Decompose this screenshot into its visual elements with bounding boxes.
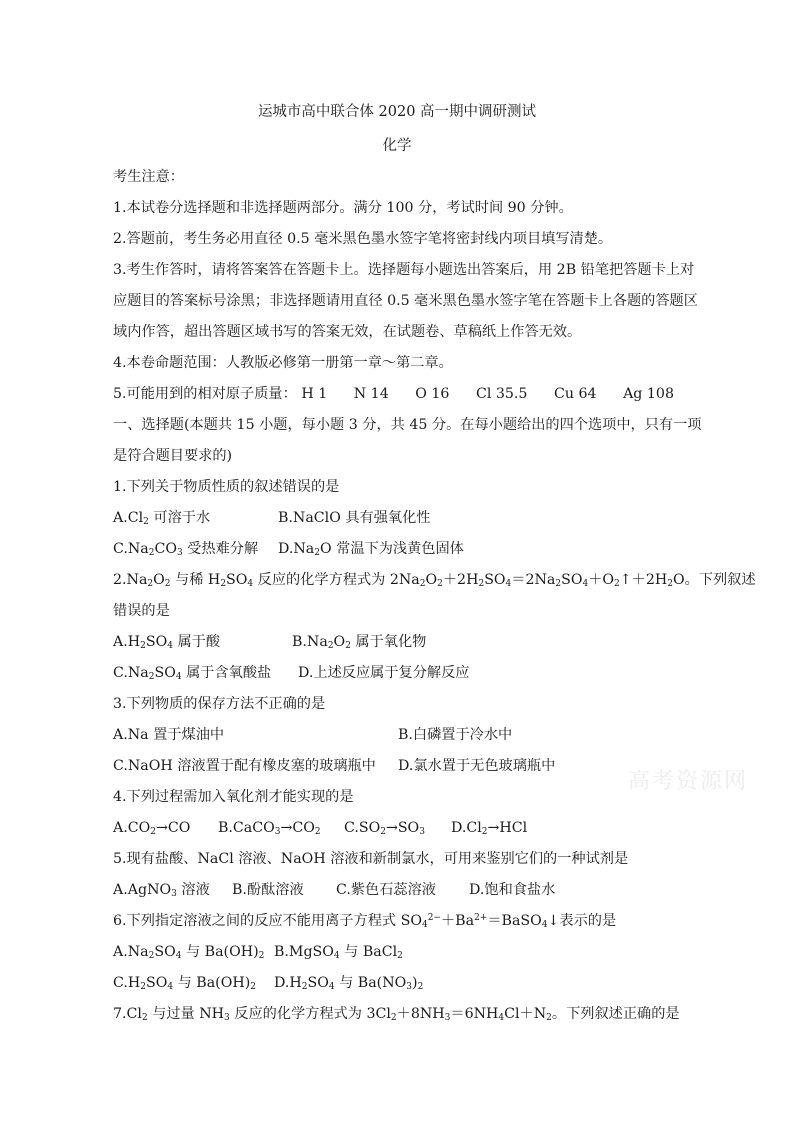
question-1-option-a: $A.Cl_2$ 可溶于水 [113, 510, 211, 527]
question-2-stem: $2.Na_2O_2$ 与稀 $H_2SO_4$ 反应的化学方程式为 $2Na_2O_2+2H_2SO_4=2Na_2SO_4+O_2↑+2H_2O$。下列叙述 [113, 572, 756, 589]
atomic-mass-n: N 14 [353, 386, 389, 402]
notice-item-3: 3.考生作答时，请将答案答在答题卡上。选择题每小题选出答案后，用 2B 铅笔把答题卡上对 [113, 262, 695, 278]
notice-heading: 考生注意： [113, 169, 184, 185]
question-1-option-b: B.NaClO 具有强氧化性 [278, 510, 431, 526]
question-3-option-d: D.氯水置于无色玻璃瓶中 [398, 758, 556, 774]
question-3-option-b: B.白磷置于冷水中 [398, 727, 513, 743]
question-4-option-a: $A.CO_2\to CO$ [113, 820, 191, 837]
question-3-option-c: C.NaOH 溶液置于配有橡皮塞的玻璃瓶中 [113, 758, 376, 774]
notice-item-3-cont: 应题目的答案标号涂黑；非选择题请用直径 0.5 毫米黑色墨水签字笔在答题卡上各题的答题区 [113, 293, 698, 309]
question-6-option-c: $C.H_2SO_4$ 与 $Ba(OH)_2$ [113, 975, 256, 992]
question-5-option-a: A.AgNO$_3$ 溶液 [113, 882, 210, 899]
question-6-option-d: $D.H_2SO_4$ 与 $Ba(NO_3)_2$ [274, 975, 424, 992]
question-2-option-a: $A.H_2SO_4$ 属于酸 [113, 634, 221, 651]
question-4-option-b: $B.CaCO_3\to CO_2$ [218, 820, 321, 837]
subject-title: 化学 [382, 138, 412, 154]
question-2-option-d: D.上述反应属于复分解反应 [298, 665, 470, 681]
question-7-stem: $7.Cl_2$ 与过量 $NH_3$ 反应的化学方程式为 $3Cl_2+8NH_3=6NH_4Cl+N_2$。下列叙述正确的是 [113, 1006, 680, 1023]
atomic-mass-cu: Cu 64 [553, 386, 597, 402]
question-5-option-d: D.饱和食盐水 [469, 882, 556, 898]
question-4-option-d: $D.Cl_2\to HCl$ [451, 820, 528, 837]
question-1-option-d: $D.Na_2O$ 常温下为浅黄色固体 [278, 541, 464, 558]
question-5-option-b: B.酚酞溶液 [232, 882, 304, 898]
atomic-mass-o: O 16 [415, 386, 450, 402]
atomic-mass-cl: Cl 35.5 [475, 386, 528, 402]
question-4-option-c: $C.SO_2\to SO_3$ [344, 820, 425, 837]
atomic-mass-ag: Ag 108 [623, 386, 674, 402]
question-3-option-a: A.Na 置于煤油中 [113, 727, 225, 743]
watermark: 高考资源网 [628, 769, 749, 794]
question-1-stem: 1.下列关于物质性质的叙述错误的是 [113, 479, 340, 495]
section1-header-cont: 是符合题目要求的) [113, 448, 233, 464]
question-2-option-b: $B.Na_2O_2$ 属于氧化物 [292, 634, 427, 651]
atomic-mass-h: H 1 [301, 386, 328, 402]
question-3-stem: 3.下列物质的保存方法不正确的是 [113, 696, 326, 712]
notice-item-4: 4.本卷命题范围：人教版必修第一册第一章～第二章。 [113, 355, 453, 371]
notice-item-5 [113, 384, 674, 404]
question-2-stem-cont: 错误的是 [113, 603, 170, 619]
exam-title: 运城市高中联合体 2020 高一期中调研测试 [257, 104, 537, 120]
atomic-mass-label: 5.可能用到的相对原子质量： [113, 386, 297, 402]
notice-item-3-cont2: 域内作答，超出答题区域书写的答案无效，在试题卷、草稿纸上作答无效。 [113, 324, 582, 340]
notice-item-1: 1.本试卷分选择题和非选择题两部分。满分 100 分，考试时间 90 分钟。 [113, 200, 573, 216]
question-6-option-b: B.MgSO$_4$ 与 BaCl$_2$ [274, 944, 403, 961]
question-5-option-c: C.紫色石蕊溶液 [336, 882, 436, 898]
question-4-stem: 4.下列过程需加入氧化剂才能实现的是 [113, 789, 354, 805]
question-1-option-c: $C.Na_2CO_3$ 受热难分解 [113, 541, 259, 558]
question-2-option-c: $C.Na_2SO_4$ 属于含氧酸盐 [113, 665, 272, 682]
section1-header: 一、选择题(本题共 15 小题，每小题 3 分，共 45 分。在每小题给出的四个选项中，只有一项 [113, 417, 702, 433]
question-6-stem: 6.下列指定溶液之间的反应不能用离子方程式 $SO_4^{2-}+Ba^{2+}=BaSO_4↓$表示的是 [113, 913, 617, 930]
question-5-stem: 5.现有盐酸、NaCl 溶液、NaOH 溶液和新制氯水，可用来鉴别它们的一种试剂是 [113, 851, 629, 867]
question-6-option-a: $A.Na_2SO_4$ 与 $Ba(OH)_2$ [113, 944, 265, 961]
notice-item-2: 2.答题前，考生务必用直径 0.5 毫米黑色墨水签字笔将密封线内项目填写清楚。 [113, 231, 613, 247]
